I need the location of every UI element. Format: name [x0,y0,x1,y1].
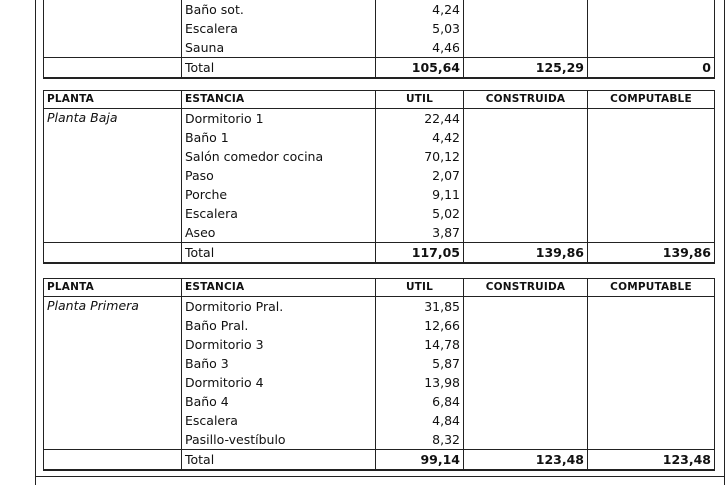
estancia-cell: Baño sot. [182,0,376,19]
total-label: Total [182,243,376,264]
estancia-cell: Pasillo-vestíbulo [182,430,376,450]
total-computable: 0 [588,58,715,79]
computable-cell [588,297,715,450]
planta-cell: Planta Primera [44,297,182,450]
planta-cell [44,450,182,471]
util-cell: 4,84 [376,411,464,430]
total-util: 105,64 [376,58,464,79]
estancia-cell: Dormitorio 4 [182,373,376,392]
util-cell: 4,46 [376,38,464,58]
estancia-cell: Salón comedor cocina [182,147,376,166]
util-cell: 4,24 [376,0,464,19]
estancia-cell: Escalera [182,19,376,38]
construida-cell [464,0,588,19]
estancia-cell: Baño 1 [182,128,376,147]
header-estancia: ESTANCIA [182,279,376,297]
planta-cell [44,58,182,79]
planta-cell [44,243,182,264]
frame-right-line [724,0,725,485]
util-cell: 5,02 [376,204,464,223]
area-table-planta-primera [43,278,715,471]
computable-cell [588,0,715,19]
computable-cell [588,19,715,38]
table-header-row [44,279,715,297]
header-util: UTIL [376,91,464,109]
total-util: 99,14 [376,450,464,471]
estancia-cell: Sauna [182,38,376,58]
table-row [44,297,715,317]
total-construida: 139,86 [464,243,588,264]
estancia-cell: Baño Pral. [182,316,376,335]
estancia-cell: Paso [182,166,376,185]
header-construida: CONSTRUIDA [464,279,588,297]
total-computable: 139,86 [588,243,715,264]
total-row [44,243,715,264]
header-planta: PLANTA [44,279,182,297]
util-cell: 14,78 [376,335,464,354]
util-cell: 12,66 [376,316,464,335]
estancia-cell: Dormitorio 1 [182,109,376,129]
util-cell: 22,44 [376,109,464,129]
total-construida: 123,48 [464,450,588,471]
area-table-sotano [43,0,715,79]
estancia-cell: Dormitorio Pral. [182,297,376,317]
area-table-planta-baja [43,90,715,264]
util-cell: 9,11 [376,185,464,204]
table-row [44,109,715,129]
total-label: Total [182,450,376,471]
frame-bottom-line [35,476,724,477]
header-planta: PLANTA [44,91,182,109]
estancia-cell: Dormitorio 3 [182,335,376,354]
util-cell: 5,87 [376,354,464,373]
construida-cell [464,19,588,38]
table-header-row [44,91,715,109]
planta-cell [44,0,182,58]
total-label: Total [182,58,376,79]
header-estancia: ESTANCIA [182,91,376,109]
header-computable: COMPUTABLE [588,91,715,109]
header-construida: CONSTRUIDA [464,91,588,109]
total-construida: 125,29 [464,58,588,79]
construida-cell [464,38,588,58]
estancia-cell: Baño 4 [182,392,376,411]
util-cell: 2,07 [376,166,464,185]
total-row [44,450,715,471]
util-cell: 8,32 [376,430,464,450]
util-cell: 4,42 [376,128,464,147]
computable-cell [588,38,715,58]
estancia-cell: Escalera [182,411,376,430]
estancia-cell: Aseo [182,223,376,243]
estancia-cell: Porche [182,185,376,204]
construida-cell [464,109,588,243]
total-row [44,58,715,79]
computable-cell [588,109,715,243]
planta-cell: Planta Baja [44,109,182,243]
util-cell: 5,03 [376,19,464,38]
estancia-cell: Baño 3 [182,354,376,373]
util-cell: 3,87 [376,223,464,243]
frame-left-line [35,0,36,485]
util-cell: 13,98 [376,373,464,392]
total-util: 117,05 [376,243,464,264]
total-computable: 123,48 [588,450,715,471]
util-cell: 6,84 [376,392,464,411]
header-computable: COMPUTABLE [588,279,715,297]
header-util: UTIL [376,279,464,297]
util-cell: 31,85 [376,297,464,317]
construida-cell [464,297,588,450]
table-row [44,0,715,19]
estancia-cell: Escalera [182,204,376,223]
util-cell: 70,12 [376,147,464,166]
